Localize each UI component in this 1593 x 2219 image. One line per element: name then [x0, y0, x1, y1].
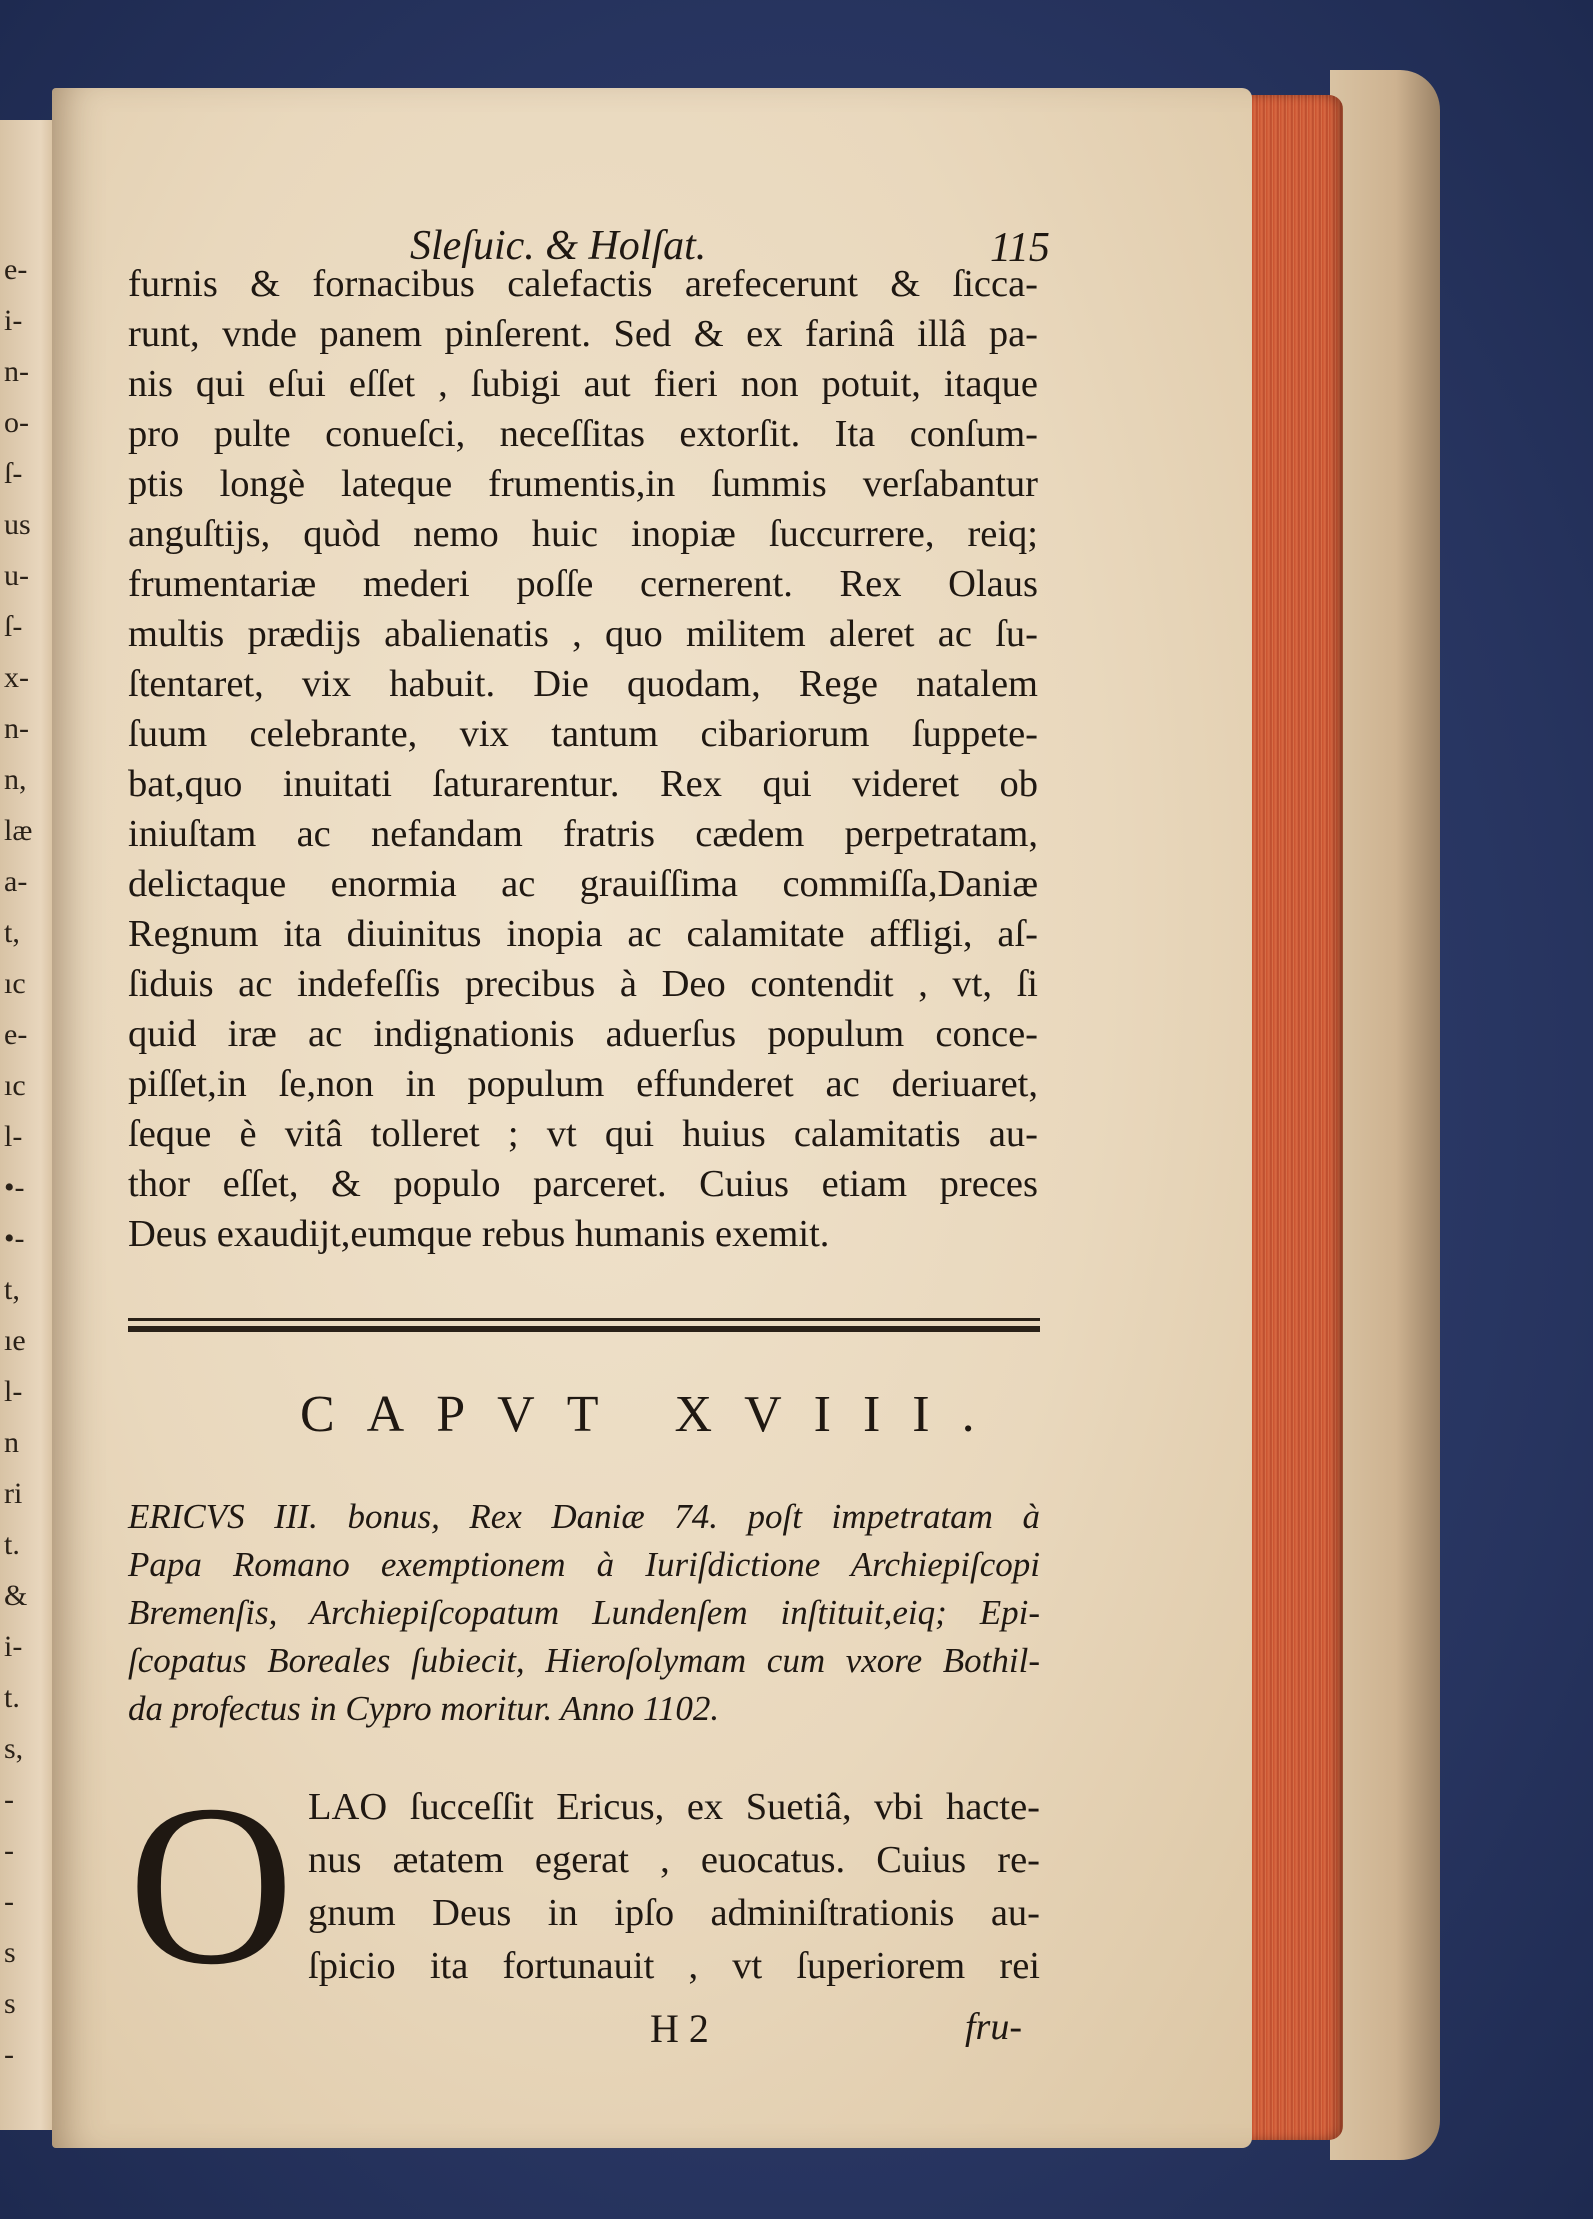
left-page-fragment: n-: [4, 712, 29, 745]
body-line: ſtentaret, vix habuit. Die quodam, Rege natalem: [128, 663, 1038, 705]
body-line: delictaque enormia ac grauiſſima commiſſa,Daniæ: [128, 863, 1038, 905]
catchword: fru-: [965, 2006, 1022, 2048]
body-line: furnis & fornacibus calefactis arefecerunt & ſicca-: [128, 263, 1038, 305]
left-page-fragment: i-: [4, 304, 23, 337]
left-page-fragment: ſ-: [4, 610, 23, 643]
left-page-fragment: l-: [4, 1375, 23, 1408]
left-page-fragment: ıc: [4, 967, 26, 1000]
left-page-fragment: us: [4, 508, 31, 541]
body-line: ſiduis ac indefeſſis precibus à Deo contendit , vt, ſi: [128, 963, 1038, 1005]
body-line: bat,quo inuitati ſaturarentur. Rex qui videret ob: [128, 763, 1038, 805]
chapter-title: CAPVT XVIII.: [300, 1386, 1007, 1443]
left-page-fragment: i-: [4, 1630, 23, 1663]
left-page-fragment: n: [4, 1426, 19, 1459]
opening-line: LAO ſucceſſit Ericus, ex Suetiâ, vbi hacte-: [308, 1786, 1040, 1828]
running-head: Sleſuic. & Holſat.: [410, 223, 707, 269]
left-page-fragment: -: [4, 1783, 14, 1816]
left-page-fragment: o-: [4, 406, 29, 439]
body-line: multis prædijs abalienatis , quo militem aleret ac ſu-: [128, 613, 1038, 655]
left-page-fragment: u-: [4, 559, 29, 592]
left-page-fragment: e-: [4, 1018, 28, 1051]
body-line: runt, vnde panem pinſerent. Sed & ex farinâ illâ pa-: [128, 313, 1038, 355]
body-line: quid iræ ac indignationis aduerſus populum conce-: [128, 1013, 1038, 1055]
body-line: anguſtijs, quòd nemo huic inopiæ ſuccurrere, reiq;: [128, 513, 1038, 555]
chapter-summary-line: ſcopatus Boreales ſubiecit, Hieroſolymam cum vxore Bothil-: [128, 1641, 1040, 1680]
body-line: Regnum ita diuinitus inopia ac calamitate affligi, aſ-: [128, 913, 1038, 955]
left-page-fragment: s,: [4, 1732, 24, 1765]
chapter-summary-line: ERICVS III. bonus, Rex Daniæ 74. poſt impetratam à: [128, 1497, 1040, 1536]
left-page-margin: [0, 120, 58, 2130]
left-page-fragment: •-: [4, 1222, 25, 1255]
left-page-fragment: ıe: [4, 1324, 26, 1357]
left-page-fragment: ſ-: [4, 457, 23, 490]
opening-line: gnum Deus in ipſo adminiſtrationis au-: [308, 1892, 1040, 1934]
drop-cap: O: [128, 1757, 295, 2012]
left-page-fragment: ri: [4, 1477, 23, 1510]
left-page-fragment: t,: [4, 916, 20, 949]
chapter-summary-line: Bremenſis, Archiepiſcopatum Lundenſem inſtituit,eiq; Epi-: [128, 1593, 1040, 1632]
left-page-fragment: e-: [4, 253, 28, 286]
opening-line: nus ætatem egerat , euocatus. Cuius re-: [308, 1839, 1040, 1881]
left-page-fragment: l-: [4, 1120, 23, 1153]
section-rule: [128, 1318, 1040, 1332]
left-page-fragment: s: [4, 1936, 16, 1969]
body-line: iniuſtam ac nefandam fratris cædem perpetratam,: [128, 813, 1038, 855]
body-line: thor eſſet, & populo parceret. Cuius etiam preces: [128, 1163, 1038, 1205]
left-page-fragment: t,: [4, 1273, 20, 1306]
left-page-fragment: x-: [4, 661, 29, 694]
left-page-fragment: ıc: [4, 1069, 26, 1102]
left-page-fragment: -: [4, 1834, 14, 1867]
left-page-fragment: a-: [4, 865, 28, 898]
left-page-fragment: læ: [4, 814, 33, 847]
left-page-fragment: &: [4, 1579, 28, 1612]
left-page-fragment: t.: [4, 1528, 20, 1561]
left-page-fragment: n,: [4, 763, 27, 796]
body-line: nis qui eſui eſſet , ſubigi aut fieri non potuit, itaque: [128, 363, 1038, 405]
left-page-fragment: s: [4, 1987, 16, 2020]
chapter-summary-line: Papa Romano exemptionem à Iuriſdictione Archiepiſcopi: [128, 1545, 1040, 1584]
left-page-fragment: t.: [4, 1681, 20, 1714]
page-number: 115: [990, 225, 1050, 271]
body-line: Deus exaudijt,eumque rebus humanis exemit.: [128, 1213, 830, 1255]
left-page-fragment: -: [4, 1885, 14, 1918]
left-page-fragment: -: [4, 2038, 14, 2071]
book-cover-edge: [1330, 70, 1440, 2160]
left-page-fragment: n-: [4, 355, 29, 388]
body-line: ſeque è vitâ tolleret ; vt qui huius calamitatis au-: [128, 1113, 1038, 1155]
body-line: ptis longè lateque frumentis,in ſummis verſabantur: [128, 463, 1038, 505]
chapter-summary-line: da profectus in Cypro moritur. Anno 1102.: [128, 1689, 720, 1728]
left-page-fragment: •-: [4, 1171, 25, 1204]
opening-line: ſpicio ita fortunauit , vt ſuperiorem rei: [308, 1945, 1040, 1987]
signature-mark: H 2: [650, 2006, 709, 2051]
body-line: frumentariæ mederi poſſe cernerent. Rex Olaus: [128, 563, 1038, 605]
body-line: pro pulte conueſci, neceſſitas extorſit. Ita conſum-: [128, 413, 1038, 455]
body-line: piſſet,in ſe,non in populum effunderet ac deriuaret,: [128, 1063, 1038, 1105]
body-line: ſuum celebrante, vix tantum cibariorum ſuppete-: [128, 713, 1038, 755]
